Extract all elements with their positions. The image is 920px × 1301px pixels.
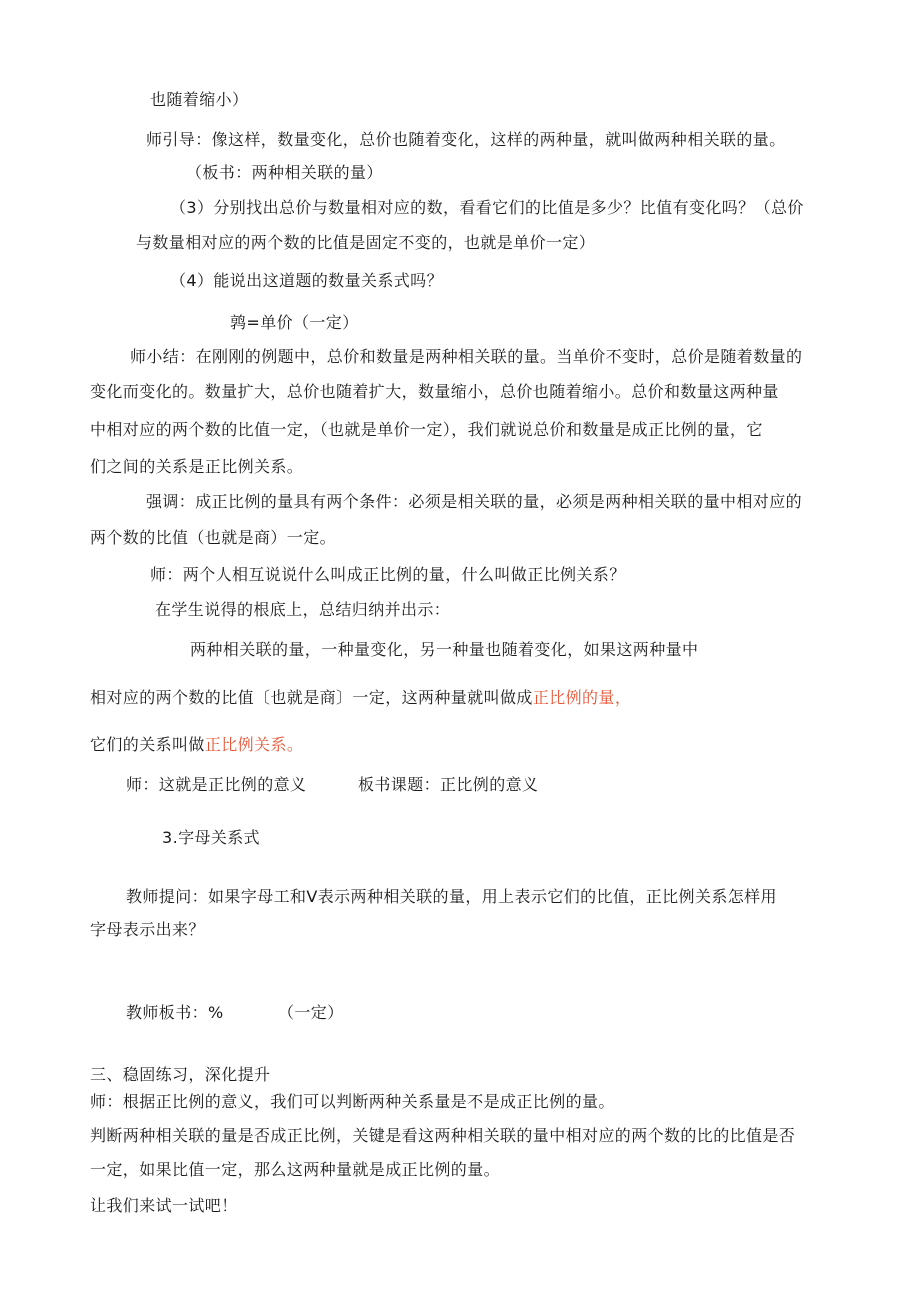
emphasis-line: 两个数的比值（也就是商）一定。 bbox=[90, 528, 337, 547]
text-line: 师：根据正比例的意义，我们可以判断两种关系量是不是成正比例的量。 bbox=[90, 1092, 615, 1111]
summary-line: 中相对应的两个数的比值一定，（也就是单价一定），我们就说总价和数量是成正比例的量，它 bbox=[90, 420, 763, 439]
definition-text: 相对应的两个数的比值〔也就是商〕一定，这两种量就叫做成 bbox=[90, 688, 533, 707]
text-line: 教师板书：% bbox=[126, 1003, 224, 1022]
definition-line: 两种相关联的量，一种量变化，另一种量也随着变化，如果这两种量中 bbox=[190, 640, 699, 659]
formula-line: 鹑=单价（一定） bbox=[230, 313, 359, 332]
text-line: 在学生说得的根底上，总结归纳并出示： bbox=[155, 600, 451, 619]
text-line: （3）分别找出总价与数量相对应的数，看看它们的比值是多少？比值有变化吗？（总价 bbox=[170, 198, 804, 217]
text-line: （板书：两种相关联的量） bbox=[186, 163, 383, 182]
text-line: 师引导：像这样，数量变化，总价也随着变化，这样的两种量，就叫做两种相关联的量。 bbox=[146, 130, 786, 149]
definition-text: 它们的关系叫做 bbox=[90, 735, 205, 754]
text-line: 教师提问：如果字母工和V表示两种相关联的量，用上表示它们的比值，正比例关系怎样用 bbox=[126, 887, 777, 906]
text-line: 也随着缩小） bbox=[150, 90, 249, 109]
text-line: 师：这就是正比例的意义 bbox=[126, 775, 307, 794]
highlight-term: 正比例关系。 bbox=[204, 735, 304, 754]
summary-line: 师小结：在刚刚的例题中，总价和数量是两种相关联的量。当单价不变时，总价是随着数量的 bbox=[130, 347, 803, 366]
text-line: 判断两种相关联的量是否成正比例，关键是看这两种相关联的量中相对应的两个数的比的比值是否 bbox=[90, 1126, 796, 1145]
summary-line: 们之间的关系是正比例关系。 bbox=[90, 457, 304, 476]
section-heading: 三、稳固练习，深化提升 bbox=[90, 1065, 271, 1084]
definition-line bbox=[90, 735, 303, 755]
text-line: （4）能说出这道题的数量关系式吗？ bbox=[170, 271, 443, 290]
text-line: 一定，如果比值一定，那么这两种量就是成正比例的量。 bbox=[90, 1160, 501, 1179]
definition-line bbox=[90, 688, 631, 708]
text-line: 字母表示出来？ bbox=[90, 920, 205, 939]
emphasis-line: 强调：成正比例的量具有两个条件：必须是相关联的量，必须是两种相关联的量中相对应的 bbox=[146, 492, 803, 511]
section-heading: 3.字母关系式 bbox=[162, 828, 261, 847]
highlight-term: 正比例的量， bbox=[532, 688, 632, 707]
summary-line: 变化而变化的。数量扩大，总价也随着扩大，数量缩小，总价也随着缩小。总价和数量这两种量 bbox=[90, 382, 779, 401]
text-line: 与数量相对应的两个数的比值是固定不变的，也就是单价一定） bbox=[136, 233, 596, 252]
text-line: （一定） bbox=[278, 1003, 344, 1022]
text-line: 师：两个人相互说说什么叫成正比例的量，什么叫做正比例关系？ bbox=[150, 565, 626, 584]
text-line: 让我们来试一试吧！ bbox=[90, 1196, 238, 1215]
text-line: 板书课题：正比例的意义 bbox=[358, 775, 539, 794]
